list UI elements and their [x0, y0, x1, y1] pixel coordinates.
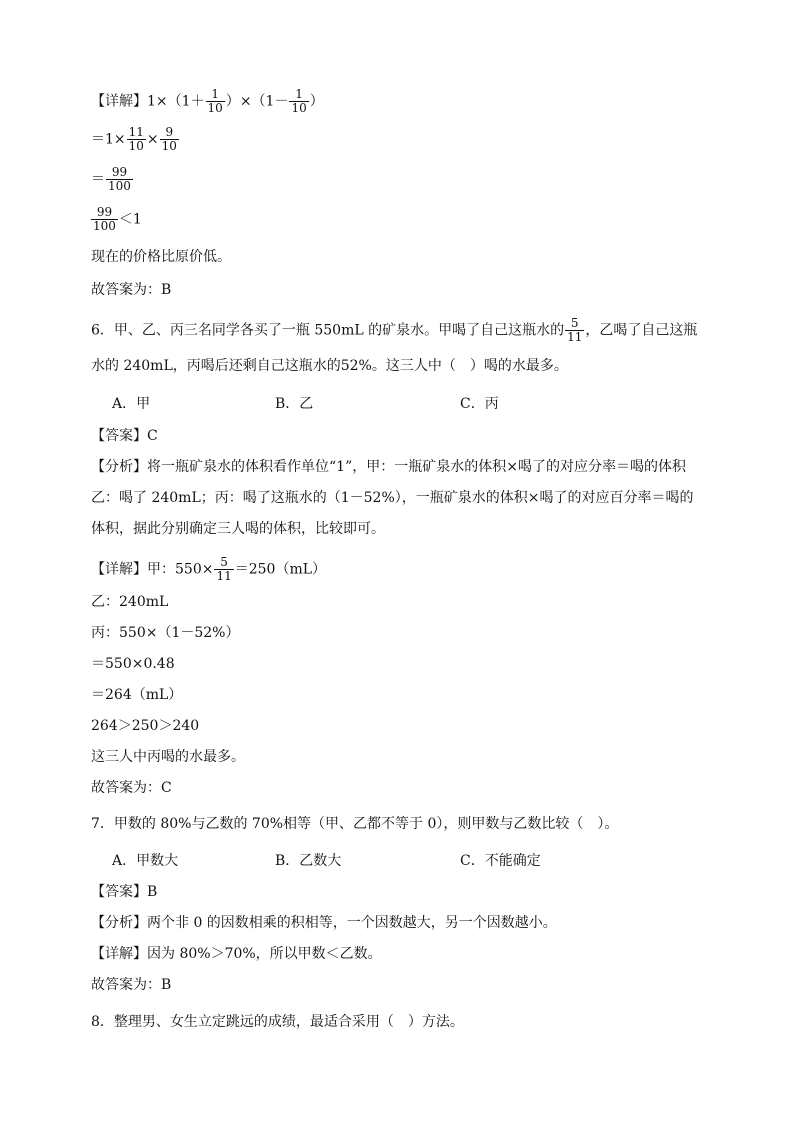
stem-text: 6．甲、乙、丙三名同学各买了一瓶 550mL 的矿泉水。甲喝了自己这瓶水的: [91, 322, 565, 339]
fraction-numerator: 11: [128, 125, 144, 139]
q5-compare-line: [91, 206, 142, 233]
fraction-denominator: 10: [207, 101, 223, 115]
stem-text: ，乙喝了自己这瓶: [585, 322, 698, 339]
fraction: [160, 126, 179, 153]
fraction-numerator: 5: [565, 317, 584, 331]
fraction: [127, 126, 146, 153]
fraction-denominator: 10: [291, 101, 307, 115]
fraction: [214, 556, 233, 583]
q7-answer: 【答案】B: [91, 884, 158, 900]
q6-option-c[interactable]: C．丙: [460, 396, 499, 412]
q5-final-answer: 故答案为：B: [91, 282, 172, 298]
q5-step3-line: [91, 166, 134, 193]
q6-final-answer: 故答案为：C: [91, 780, 172, 796]
fraction: [206, 88, 225, 115]
fraction-denominator: 100: [108, 179, 131, 193]
q7-analysis: 【分析】两个非 0 的因数相乘的积相等，一个因数越大，另一个因数越小。: [91, 915, 557, 931]
q6-bing-line: 丙：550×（1－52%）: [91, 625, 240, 641]
expr-text: ×: [146, 131, 159, 148]
expr-text: ）: [309, 93, 324, 110]
fraction-denominator: 10: [161, 139, 177, 153]
q5-step2-line: [91, 126, 180, 153]
fraction-denominator: 11: [567, 330, 583, 344]
fraction-denominator: 10: [128, 139, 144, 153]
q8-stem: 8．整理男、女生立定跳远的成绩，最适合采用（ ）方法。: [91, 1014, 464, 1030]
q7-detail: 【详解】因为 80%＞70%，所以甲数＜乙数。: [91, 946, 382, 962]
q6-analysis-line2: 乙：喝了 240mL；丙：喝了这瓶水的（1－52%），一瓶矿泉水的体积×喝了的对应百分率＝喝的: [91, 490, 694, 506]
q6-detail-line: [91, 556, 326, 583]
q6-analysis-line1: 【分析】将一瓶矿泉水的体积看作单位“1”，甲：一瓶矿泉水的体积×喝了的对应分率＝喝的体积: [91, 459, 686, 475]
fraction: [289, 88, 308, 115]
detail-label: 【详解】: [91, 93, 147, 110]
q7-option-b[interactable]: B．乙数大: [275, 853, 342, 869]
q7-option-c[interactable]: C．不能确定: [460, 853, 541, 869]
q6-analysis-line3: 体积，据此分别确定三人喝的体积，比较即可。: [91, 521, 385, 537]
expr-text: ＝1×: [91, 131, 126, 148]
q7-final-answer: 故答案为：B: [91, 977, 172, 993]
expr-text: 1×（1＋: [147, 93, 205, 110]
q6-compare: 264＞250＞240: [91, 718, 200, 734]
q6-answer: 【答案】C: [91, 428, 158, 444]
expr-text: ＜1: [118, 211, 142, 228]
q6-yi-line: 乙：240mL: [91, 594, 169, 610]
fraction: [91, 206, 118, 233]
q6-option-a[interactable]: A．甲: [112, 396, 151, 412]
fraction: [106, 166, 133, 193]
q6-stem-line2: 水的 240mL，丙喝后还剩自己这瓶水的52%。这三人中（ ）喝的水最多。: [91, 358, 568, 374]
fraction-denominator: 11: [216, 569, 232, 583]
expr-text: ）×（1－: [225, 93, 289, 110]
fraction-numerator: 99: [91, 206, 118, 220]
fraction-numerator: 1: [206, 88, 225, 102]
fraction-denominator: 100: [93, 219, 116, 233]
fraction: [565, 317, 584, 344]
fraction-numerator: 9: [160, 126, 179, 140]
q5-conclusion: 现在的价格比原价低。: [91, 249, 231, 265]
q7-stem: 7．甲数的 80%与乙数的 70%相等（甲、乙都不等于 0），则甲数与乙数比较（ ）。: [91, 816, 619, 832]
expr-text: ＝: [91, 171, 105, 188]
q6-step-a: ＝550×0.48: [91, 656, 175, 672]
q6-option-b[interactable]: B．乙: [275, 396, 314, 412]
q6-step-b: ＝264（mL）: [91, 687, 183, 703]
fraction-numerator: 1: [289, 88, 308, 102]
fraction-numerator: 5: [214, 556, 233, 570]
q6-conclusion: 这三人中丙喝的水最多。: [91, 749, 245, 765]
detail-text: 【详解】甲：550×: [91, 561, 214, 578]
q5-detail-line: [91, 88, 324, 115]
q7-option-a[interactable]: A．甲数大: [112, 853, 179, 869]
q6-stem-line1: [91, 317, 697, 344]
fraction-numerator: 99: [106, 166, 133, 180]
detail-text: ＝250（mL）: [234, 561, 327, 578]
